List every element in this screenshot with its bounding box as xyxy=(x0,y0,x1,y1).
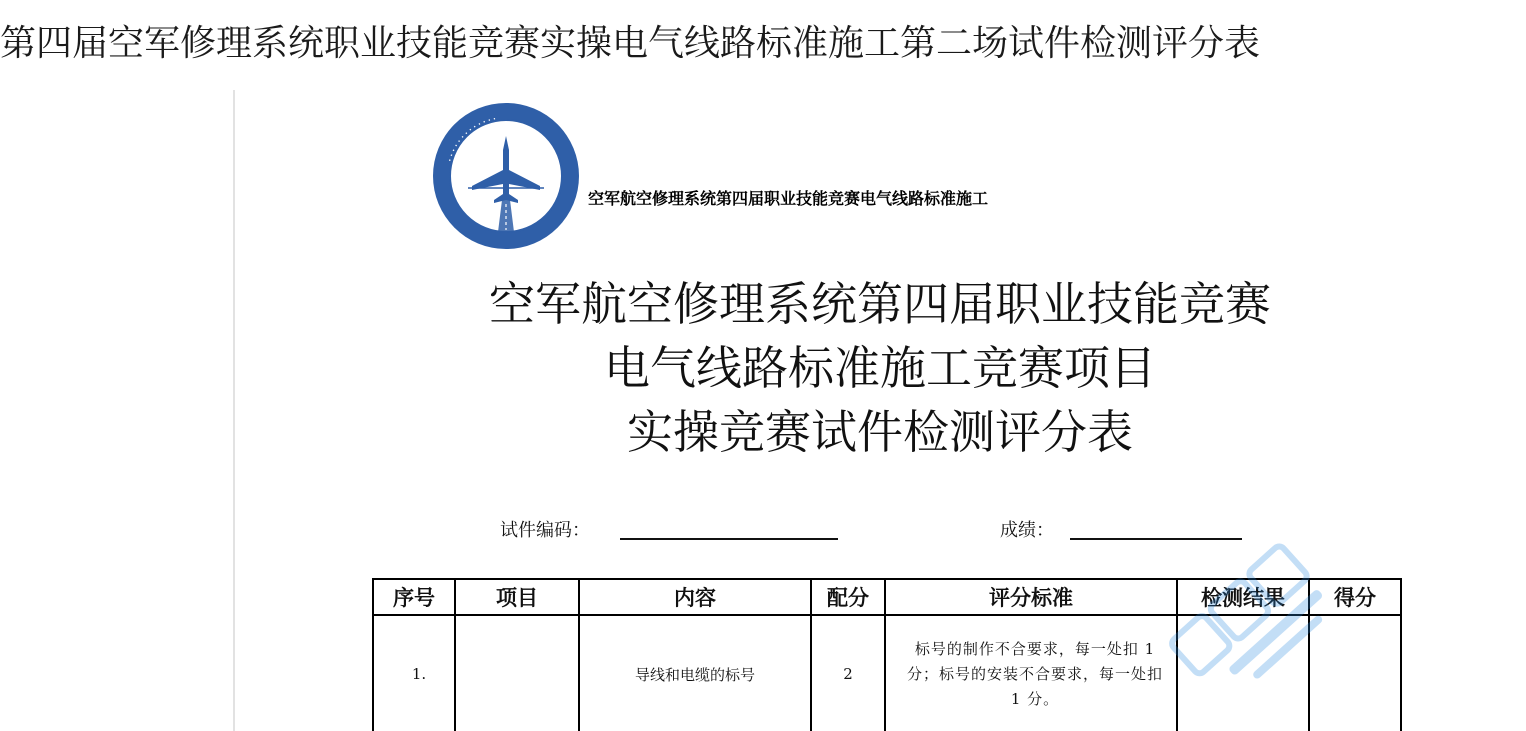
header-score: 得分 xyxy=(1309,579,1401,615)
competition-logo xyxy=(428,100,588,250)
header-result: 检测结果 xyxy=(1177,579,1309,615)
cell-item xyxy=(455,615,579,731)
page-title: 第四届空军修理系统职业技能竞赛实操电气线路标准施工第二场试件检测评分表 xyxy=(0,23,1261,64)
scoring-table xyxy=(372,578,1402,731)
header-content: 内容 xyxy=(579,579,811,615)
title-line-2: 电气线路标准施工竞赛项目 xyxy=(604,341,1156,395)
cell-points: 2 xyxy=(811,615,885,731)
header-item: 项目 xyxy=(455,579,579,615)
cell-score xyxy=(1309,615,1401,731)
cell-content: 导线和电缆的标号 xyxy=(579,615,811,731)
cell-no: 1. xyxy=(373,615,455,731)
document-edge xyxy=(233,90,235,731)
title-line-1: 空军航空修理系统第四届职业技能竞赛 xyxy=(489,277,1271,331)
score-label: 成绩： xyxy=(1000,520,1054,541)
cell-criteria: 标号的制作不合要求，每一处扣 1 分；标号的安装不合要求，每一处扣 1 分。 xyxy=(885,615,1177,731)
specimen-code-label: 试件编码： xyxy=(500,520,590,541)
title-line-3: 实操竞赛试件检测评分表 xyxy=(627,405,1133,459)
cell-result xyxy=(1177,615,1309,731)
table-row xyxy=(373,615,1401,731)
specimen-code-line xyxy=(620,538,838,540)
svg-text:· · · · · · · · · · · · ·: · · · · · · · · · · · · · xyxy=(445,114,497,163)
header-points: 配分 xyxy=(811,579,885,615)
document-header: 空军航空修理系统第四届职业技能竞赛电气线路标准施工 xyxy=(588,189,989,208)
header-criteria: 评分标准 xyxy=(885,579,1177,615)
table-header-row xyxy=(373,579,1401,615)
header-no: 序号 xyxy=(373,579,455,615)
document-title xyxy=(380,272,1380,464)
score-line xyxy=(1070,538,1242,540)
